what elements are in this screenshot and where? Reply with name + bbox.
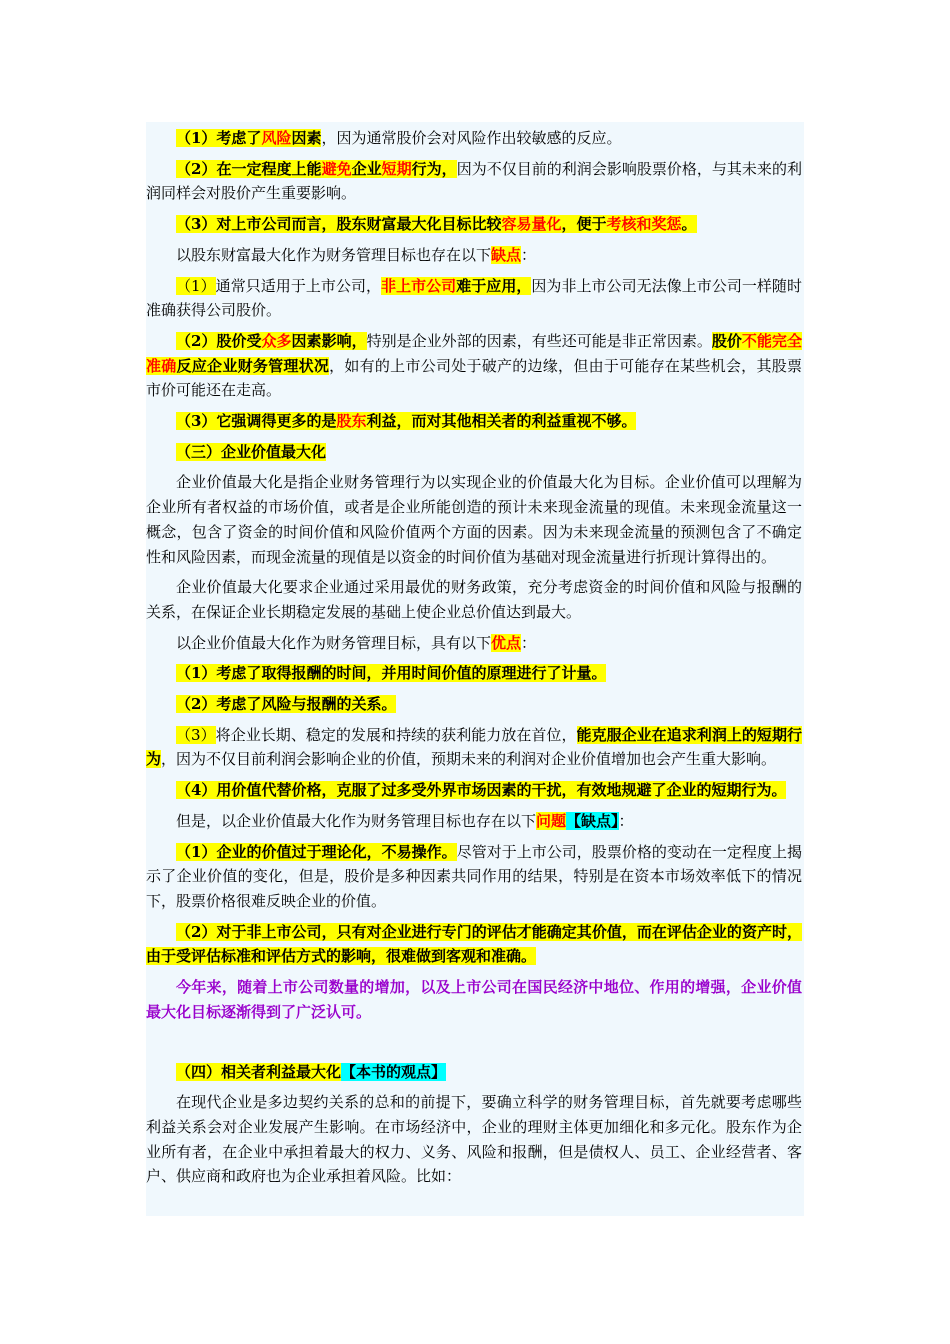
text-run: （四）相关者利益最大化 [176,1062,342,1081]
paragraph [146,157,802,206]
text-run: 考核和奖惩 [606,215,682,234]
paragraph [146,409,802,434]
text-run: 今年来，随着上市公司数量的增加，以及上市公司在国民经济中地位、作用的增强，企业价值最大化目标逐渐得到了广泛认可。 [146,978,802,1021]
paragraph [146,274,802,323]
paragraph [146,126,802,151]
text-run: 容易量化 [501,215,562,234]
text-run: （2）股价受 [176,331,262,350]
text-run: 因素影响， [291,331,367,350]
text-run: 【缺点】 [566,811,619,830]
text-run: 尽管对于上市公司，股票价格的变动在一定程度上揭示了企业价值的变化，但是，股价是多种因素共同作用的结果，特别是在资本市场效率低下的情况下，股票价格很难反映企业的价值。 [146,842,802,910]
text-run: 股东 [336,412,367,431]
paragraph [146,212,802,237]
paragraph [146,723,802,772]
text-run: 企业 [351,159,382,178]
text-run: 问题 [536,811,567,830]
text-run: ，便于 [561,215,607,234]
text-run: 短期 [381,159,412,178]
paragraph [146,920,802,969]
text-run: 利益，而对其他相关者的利益重视不够。 [366,412,637,431]
text-run: 因为非上市公司无法像上市公司一样随时准确获得公司股价。 [146,276,802,320]
text-run: ： [521,633,537,652]
text-run: （1）考虑了取得报酬的时间，并用时间价值的原理进行了计量。 [176,664,607,683]
text-run: 特别是企业外部的因素，有些还可能是非正常因素。 [366,331,712,350]
paragraph [146,840,802,914]
text-run: 以企业价值最大化作为财务管理目标，具有以下 [176,633,492,652]
text-run: ，因为不仅目前利润会影响企业的价值，预期未来的利润对企业价值增加也会产生重大影响。 [161,750,777,769]
paragraph [146,975,802,1024]
text-run: 通常只适用于上市公司， [215,276,382,295]
text-run: 。 [681,215,697,234]
paragraph [146,470,802,569]
text-run: ： [521,245,537,264]
text-run: （3）它强调得更多的是 [176,412,337,431]
paragraph [146,1060,802,1085]
text-run: 非上市公司 [381,276,457,295]
text-run: （2）对于非上市公司，只有对企业进行专门的评估才能确定其价值，而在评估企业的资产时，由于受评估标准和评估方式的影响，很难做到客观和准确。 [146,922,802,966]
paragraph [146,692,802,717]
paragraph [146,809,802,834]
text-run: 能克服企业在追求利润上的短期行为 [146,725,802,769]
text-run: （1）考虑了 [176,129,262,147]
text-run: （3） [176,725,216,744]
text-run: 因素 [291,129,322,147]
paragraph [146,243,802,268]
text-run: 难 [456,276,472,295]
text-run: 以股东财富最大化作为财务管理目标也存在以下 [176,245,492,264]
paragraph-spacer [146,1031,802,1060]
text-run: 将企业长期、稳定的发展和持续的获利能力放在首位， [215,725,577,744]
text-run: （三）企业价值最大化 [176,442,327,461]
text-run: 行为， [411,159,457,178]
text-run: 避免 [321,159,352,178]
text-run: （1）企业的价值过于理论化，不易操作。 [176,842,457,861]
text-run: 因为不仅目前的利润会影响股票价格，与其未来的利润同样会对股价产生重要影响。 [146,159,802,203]
paragraph [146,575,802,624]
document-body [146,126,802,1195]
text-run: （2）考虑了风险与报酬的关系。 [176,695,397,714]
text-run: （1） [176,276,216,295]
text-run: （4）用价值代替价格，克服了过多受外界市场因素的干扰，有效地规避了企业的短期行为。 [176,781,787,800]
text-run: （2）在一定程度上能 [176,159,322,178]
text-run: 缺点 [491,245,522,264]
paragraph [146,661,802,686]
text-run: ，因为通常股价会对风险作出较敏感的反应。 [321,129,622,147]
text-run: 但是，以企业价值最大化作为财务管理目标也存在以下 [176,811,537,830]
text-run: 企业价值最大化是指企业财务管理行为以实现企业的价值最大化为目标。企业价值可以理解为企业所有者权益的市场价值，或者是企业所能创造的预计未来现金流量的现值。未来现金流量这一概念，包含了资金的时间价值和风险价值两个方面的因素。因为未来现金流量的预测包含了不确定性和风险因素，而现金流量的现值是以资金的时间价值为基础对现金流量进行折现计算得出的。 [146,473,802,566]
text-run: 【本书的观点】 [341,1062,447,1081]
text-run: ，如有的上市公司处于破产的边缘，但由于可能存在某些机会，其股票市价可能还在走高。 [146,356,802,400]
text-run: 企业价值最大化要求企业通过采用最优的财务政策，充分考虑资金的时间价值和风险与报酬的关系，在保证企业长期稳定发展的基础上使企业总价值达到最大。 [146,578,802,621]
text-run: 优点 [491,633,522,652]
paragraph [146,440,802,465]
text-run: 在现代企业是多边契约关系的总和的前提下，要确立科学的财务管理目标，首先就要考虑哪些利益关系会对企业发展产生影响。在市场经济中，企业的理财主体更加细化和多元化。股东作为企业所有者，在企业中承担着最大的权力、义务、风险和报酬，但是债权人、员工、企业经营者、客户、供应商和政府也为企业承担着风险。比如： [146,1093,802,1186]
paragraph [146,778,802,803]
paragraph [146,1090,802,1189]
text-run: 于应用， [471,276,532,295]
text-run: 不能完全准确 [146,331,802,375]
text-run: 股价 [711,331,742,350]
text-run: 反应企业财务管理状况 [176,356,330,375]
text-run: （3）对上市公司而言，股东财富最大化目标比较 [176,215,502,234]
text-run: ： [618,811,634,830]
text-run: 风险 [261,129,292,147]
paragraph [146,329,802,403]
text-run: 众多 [261,331,292,350]
paragraph [146,631,802,656]
